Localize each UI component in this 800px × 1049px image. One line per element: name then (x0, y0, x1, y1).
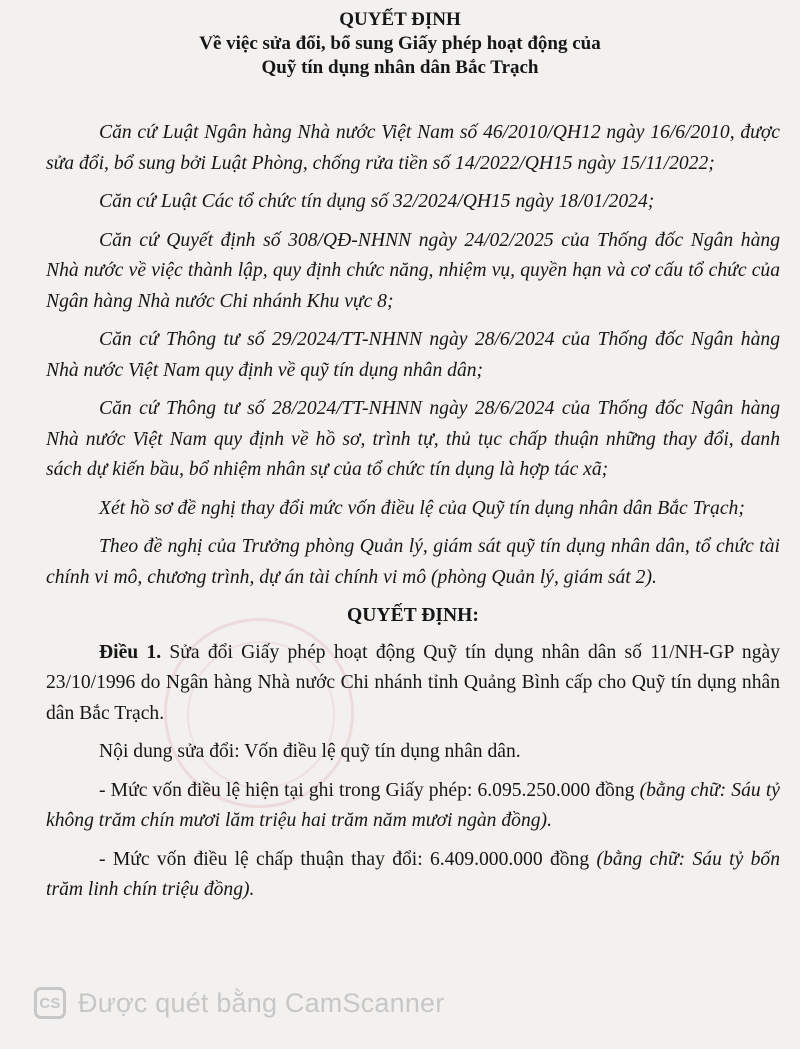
preamble-paragraph-1: Căn cứ Luật Ngân hàng Nhà nước Việt Nam số 46/2010/QH12 ngày 16/6/2010, được sửa đổi, bổ sung bởi Luật Phòng, chống rửa tiền số 14/2022/QH15 ngày 15/11/2022; (46, 122, 780, 174)
preamble-paragraph-3: Căn cứ Quyết định số 308/QĐ-NHNN ngày 24/02/2025 của Thống đốc Ngân hàng Nhà nước về việc thành lập, quy định chức năng, nhiệm vụ, quyền hạn và cơ cấu tổ chức của Ngân hàng Nhà nước Chi nhánh Khu vực 8; (46, 229, 780, 312)
camscanner-logo-icon: CS (34, 987, 66, 1019)
preamble-paragraph-5: Căn cứ Thông tư số 28/2024/TT-NHNN ngày 28/6/2024 của Thống đốc Ngân hàng Nhà nước Việt Nam quy định về hồ sơ, trình tự, thủ tục chấp thuận những thay đổi, danh sách dự kiến bầu, bổ nhiệm nhân sự của tổ chức tín dụng là hợp tác xã; (46, 398, 780, 480)
approved-capital-in-words: (bằng chữ: Sáu tỷ bốn trăm linh chín triệu đồng). (46, 848, 781, 900)
current-capital-line (46, 776, 780, 837)
camscanner-watermark (34, 985, 444, 1021)
camscanner-label: Được quét bằng CamScanner (78, 987, 445, 1018)
document-header (0, 8, 800, 80)
preamble-paragraph-7: Theo đề nghị của Trưởng phòng Quản lý, giám sát quỹ tín dụng nhân dân, tổ chức tài chính vi mô, chương trình, dự án tài chính vi mô (phòng Quản lý, giám sát 2). (46, 536, 780, 588)
article-1-paragraph (46, 638, 780, 730)
document-subtitle-line-1: Về việc sửa đổi, bổ sung Giấy phép hoạt động của (199, 33, 601, 54)
current-capital-in-words: (bằng chữ: Sáu tỷ không trăm chín mươi lăm triệu hai trăm năm mươi ngàn đồng). (46, 779, 780, 831)
approved-capital-amount: - Mức vốn điều lệ chấp thuận thay đổi: 6.409.000.000 đồng (99, 848, 597, 870)
document-title: QUYẾT ĐỊNH (339, 9, 461, 30)
approved-capital-line (46, 845, 780, 906)
article-1-label: Điều 1. (99, 641, 162, 663)
document-subtitle-line-2: Quỹ tín dụng nhân dân Bắc Trạch (261, 57, 539, 78)
preamble-paragraph-6: Xét hồ sơ đề nghị thay đổi mức vốn điều lệ của Quỹ tín dụng nhân dân Bắc Trạch; (99, 497, 745, 519)
article-1-content-line: Nội dung sửa đổi: Vốn điều lệ quỹ tín dụng nhân dân. (99, 741, 521, 762)
preamble-paragraph-4: Căn cứ Thông tư số 29/2024/TT-NHNN ngày 28/6/2024 của Thống đốc Ngân hàng Nhà nước Việt Nam quy định về quỹ tín dụng nhân dân; (46, 329, 780, 381)
preamble-paragraph-2: Căn cứ Luật Các tổ chức tín dụng số 32/2024/QH15 ngày 18/01/2024; (99, 191, 655, 212)
decision-heading: QUYẾT ĐỊNH: (347, 605, 479, 626)
document-body (46, 118, 780, 914)
article-1-text: Sửa đổi Giấy phép hoạt động Quỹ tín dụng nhân dân số 11/NH-GP ngày 23/10/1996 do Ngân hàng Nhà nước Chi nhánh tỉnh Quảng Bình cấp cho Quỹ tín dụng nhân dân Bắc Trạch. (46, 641, 780, 724)
current-capital-amount: - Mức vốn điều lệ hiện tại ghi trong Giấy phép: 6.095.250.000 đồng (99, 779, 640, 801)
